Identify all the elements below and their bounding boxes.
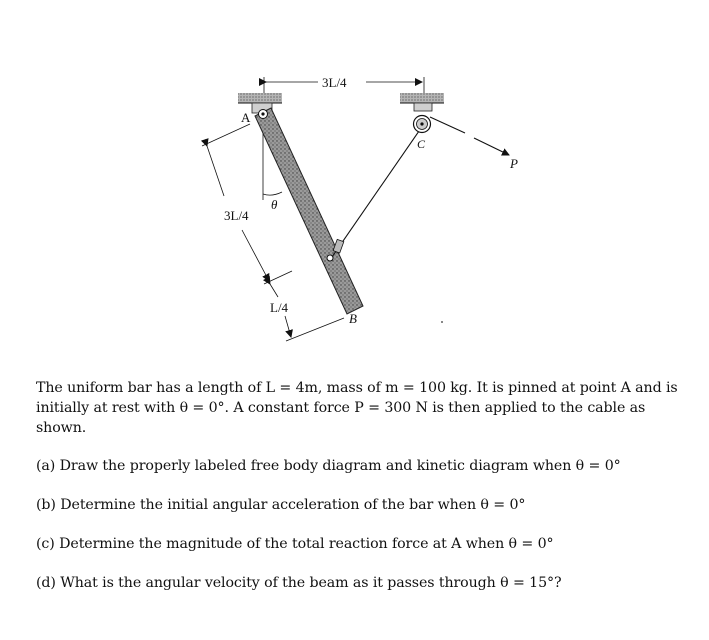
dot-mark: [441, 321, 443, 323]
dim-left-label: 3L/4: [224, 208, 249, 223]
question-b: (b) Determine the initial angular acceleration of the bar when θ = 0°: [36, 497, 526, 513]
theta-arc: [263, 192, 282, 195]
top-dimension: [264, 75, 424, 96]
point-b-label: B: [349, 311, 357, 326]
dim-top-label: 3L/4: [322, 75, 347, 90]
bottom-dimension: [270, 284, 344, 341]
question-c: (c) Determine the magnitude of the total reaction force at A when θ = 0°: [36, 536, 554, 552]
theta-label: θ: [271, 197, 278, 212]
support-c: [400, 93, 444, 111]
force-arrow: [474, 138, 509, 155]
point-a-label: A: [241, 110, 251, 125]
point-c-label: C: [417, 137, 426, 151]
problem-statement: The uniform bar has a length of L = 4m, mass of m = 100 kg. It is pinned at point A and is initially at rest with θ = 0°. A constant force P = 300 N is then applied to the cable as shown.: [36, 380, 678, 436]
question-a: (a) Draw the properly labeled free body diagram and kinetic diagram when θ = 0°: [36, 458, 621, 474]
question-d: (d) What is the angular velocity of the beam as it passes through θ = 15°?: [36, 575, 562, 591]
force-label: P: [510, 156, 518, 171]
dim-bottom-label: L/4: [270, 300, 289, 315]
pulley-c: [414, 116, 431, 133]
cable-to-force: [430, 117, 465, 133]
cable: [332, 131, 419, 257]
